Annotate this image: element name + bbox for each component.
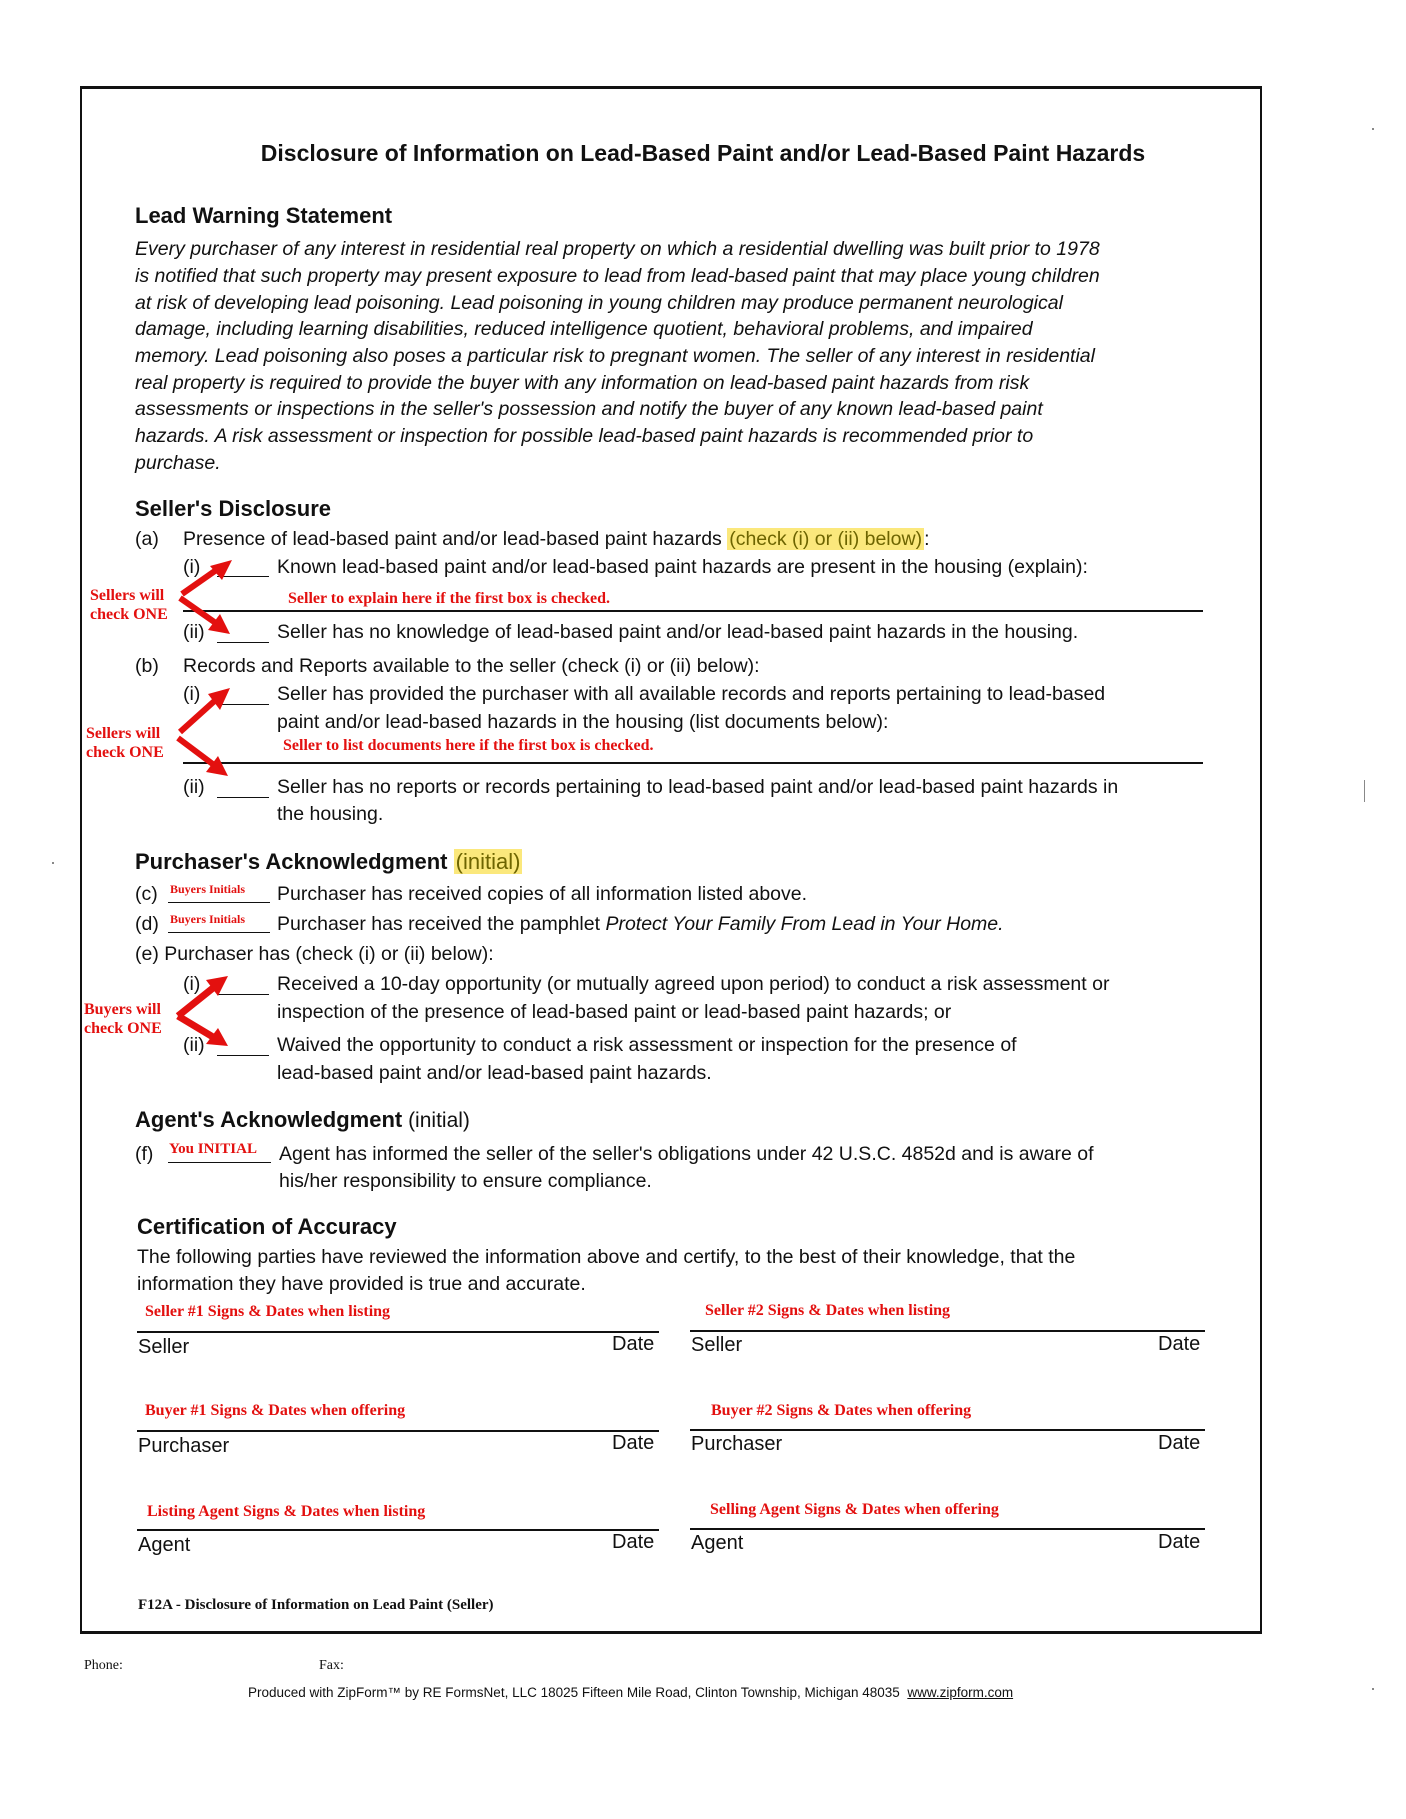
certification-line-2: information they have provided is true and accurate.	[137, 1273, 586, 1295]
item-c-initials-blank[interactable]: Buyers Initials	[168, 880, 270, 903]
red-arrows-icon	[168, 974, 242, 1054]
item-b-i-text-2: paint and/or lead-based hazards in the housing (list documents below):	[277, 711, 889, 733]
item-a-ii-label: (ii)	[183, 621, 205, 643]
item-c-label: (c)	[135, 883, 158, 905]
item-c-text: Purchaser has received copies of all information listed above.	[277, 883, 808, 905]
page-title: Disclosure of Information on Lead-Based Paint and/or Lead-Based Paint Hazards	[260, 140, 1146, 166]
lead-warning-heading: Lead Warning Statement	[135, 203, 393, 228]
seller-1-date-label: Date	[612, 1333, 655, 1355]
item-a-text: Presence of lead-based paint and/or lead-based paint hazards (check (i) or (ii) below) :	[183, 528, 930, 550]
form-id: F12A - Disclosure of Information on Lead Paint (Seller)	[138, 1597, 494, 1613]
item-f-label: (f)	[135, 1143, 154, 1165]
phone-label: Phone:	[84, 1658, 123, 1673]
listing-agent-note: Listing Agent Signs & Dates when listing	[147, 1503, 426, 1520]
item-a-ii-text: Seller has no knowledge of lead-based paint and/or lead-based paint hazards in the housing.	[277, 621, 1079, 643]
item-e-i-text-2: inspection of the presence of lead-based paint or lead-based paint hazards; or	[277, 1001, 952, 1023]
item-e-i-label: (i)	[183, 973, 201, 995]
item-b-label: (b)	[135, 655, 159, 677]
scan-mark	[1364, 780, 1365, 802]
selling-agent-note: Selling Agent Signs & Dates when offering	[710, 1501, 999, 1518]
buyer-1-note: Buyer #1 Signs & Dates when offering	[145, 1402, 406, 1419]
item-b-text: Records and Reports available to the seller (check (i) or (ii) below):	[183, 655, 760, 677]
explain-line[interactable]	[183, 610, 1203, 612]
buyer-2-date-label: Date	[1158, 1432, 1201, 1454]
item-f-initials-blank[interactable]: You INITIAL	[168, 1140, 271, 1163]
item-b-ii-label: (ii)	[183, 776, 205, 798]
zipform-link[interactable]: www.zipform.com	[907, 1685, 1014, 1700]
seller-2-note: Seller #2 Signs & Dates when listing	[705, 1302, 951, 1319]
item-e-ii-text-1: Waived the opportunity to conduct a risk assessment or inspection for the presence of	[277, 1034, 1017, 1056]
seller-2-signature-line[interactable]	[690, 1330, 1205, 1332]
item-d-label: (d)	[135, 913, 159, 935]
item-b-ii-text-1: Seller has no reports or records pertaining to lead-based paint and/or lead-based paint hazards in	[277, 776, 1119, 798]
seller-1-label: Seller	[138, 1336, 190, 1358]
buyers-annotation: Buyers will check ONE	[84, 1001, 162, 1037]
purchasers-ack-heading: Purchaser's Acknowledgment (initial)	[135, 849, 521, 874]
list-documents-line[interactable]	[183, 762, 1203, 764]
sellers-disclosure-heading: Seller's Disclosure	[135, 496, 332, 521]
buyer-2-note: Buyer #2 Signs & Dates when offering	[711, 1402, 972, 1419]
selling-agent-signature-line[interactable]	[690, 1528, 1205, 1530]
seller-2-date-label: Date	[1158, 1333, 1201, 1355]
item-e-i-text-1: Received a 10-day opportunity (or mutually agreed upon period) to conduct a risk assessment or	[277, 973, 1110, 995]
item-b-i-label: (i)	[183, 683, 201, 705]
red-arrows-icon	[166, 686, 240, 786]
item-a-label: (a)	[135, 528, 159, 550]
listing-agent-date-label: Date	[612, 1531, 655, 1553]
seller-2-label: Seller	[691, 1334, 743, 1356]
item-e-ii-text-2: lead-based paint and/or lead-based paint hazards.	[277, 1062, 712, 1084]
certification-line-1: The following parties have reviewed the information above and certify, to the best of their knowledge, that the	[137, 1246, 1076, 1268]
buyer-1-signature-line[interactable]	[137, 1430, 659, 1432]
item-b-i-text-1: Seller has provided the purchaser with all available records and reports pertaining to lead-based	[277, 683, 1106, 705]
item-d-text: Purchaser has received the pamphlet Protect Your Family From Lead in Your Home.	[277, 913, 1004, 935]
check-instruction-highlight: (check (i) or (ii) below)	[729, 528, 923, 550]
selling-agent-date-label: Date	[1158, 1531, 1201, 1553]
scan-mark	[1372, 1688, 1374, 1690]
item-e-ii-label: (ii)	[183, 1034, 205, 1056]
scan-mark	[1372, 128, 1374, 130]
listing-agent-signature-line[interactable]	[137, 1529, 659, 1531]
produced-by-text: Produced with ZipForm™ by RE FormsNet, LLC 18025 Fifteen Mile Road, Clinton Township, Michigan 48035 www.zipform.com	[248, 1685, 1014, 1700]
certification-heading: Certification of Accuracy	[137, 1214, 397, 1239]
item-d-initials-blank[interactable]: Buyers Initials	[168, 910, 270, 933]
item-e-text: (e) Purchaser has (check (i) or (ii) below):	[135, 943, 494, 965]
buyer-2-signature-line[interactable]	[690, 1429, 1205, 1431]
explain-note: Seller to explain here if the first box is checked.	[288, 590, 611, 607]
item-a-i-text: Known lead-based paint and/or lead-based paint hazards are present in the housing (explain):	[277, 556, 1088, 578]
red-arrows-icon	[170, 558, 240, 648]
pamphlet-title: Protect Your Family From Lead in Your Home.	[605, 913, 1004, 935]
scan-mark	[52, 862, 54, 864]
item-f-text-1: Agent has informed the seller of the seller's obligations under 42 U.S.C. 4852d and is aware of	[279, 1143, 1094, 1165]
buyer-1-label: Purchaser	[138, 1435, 230, 1457]
sellers-annotation-b: Sellers will check ONE	[86, 725, 164, 761]
fax-label: Fax:	[319, 1658, 344, 1673]
initial-highlight: (initial)	[455, 849, 521, 874]
list-documents-note: Seller to list documents here if the first box is checked.	[283, 737, 654, 754]
sellers-annotation-a: Sellers will check ONE	[90, 587, 168, 623]
agents-ack-heading: Agent's Acknowledgment (initial)	[135, 1107, 470, 1132]
item-f-text-2: his/her responsibility to ensure compliance.	[279, 1170, 652, 1192]
item-b-ii-text-2: the housing.	[277, 803, 384, 825]
item-a-i-label: (i)	[183, 556, 201, 578]
seller-1-note: Seller #1 Signs & Dates when listing	[145, 1303, 391, 1320]
listing-agent-label: Agent	[138, 1534, 191, 1556]
buyer-1-date-label: Date	[612, 1432, 655, 1454]
selling-agent-label: Agent	[691, 1532, 744, 1554]
seller-1-signature-line[interactable]	[137, 1331, 659, 1333]
buyer-2-label: Purchaser	[691, 1433, 783, 1455]
